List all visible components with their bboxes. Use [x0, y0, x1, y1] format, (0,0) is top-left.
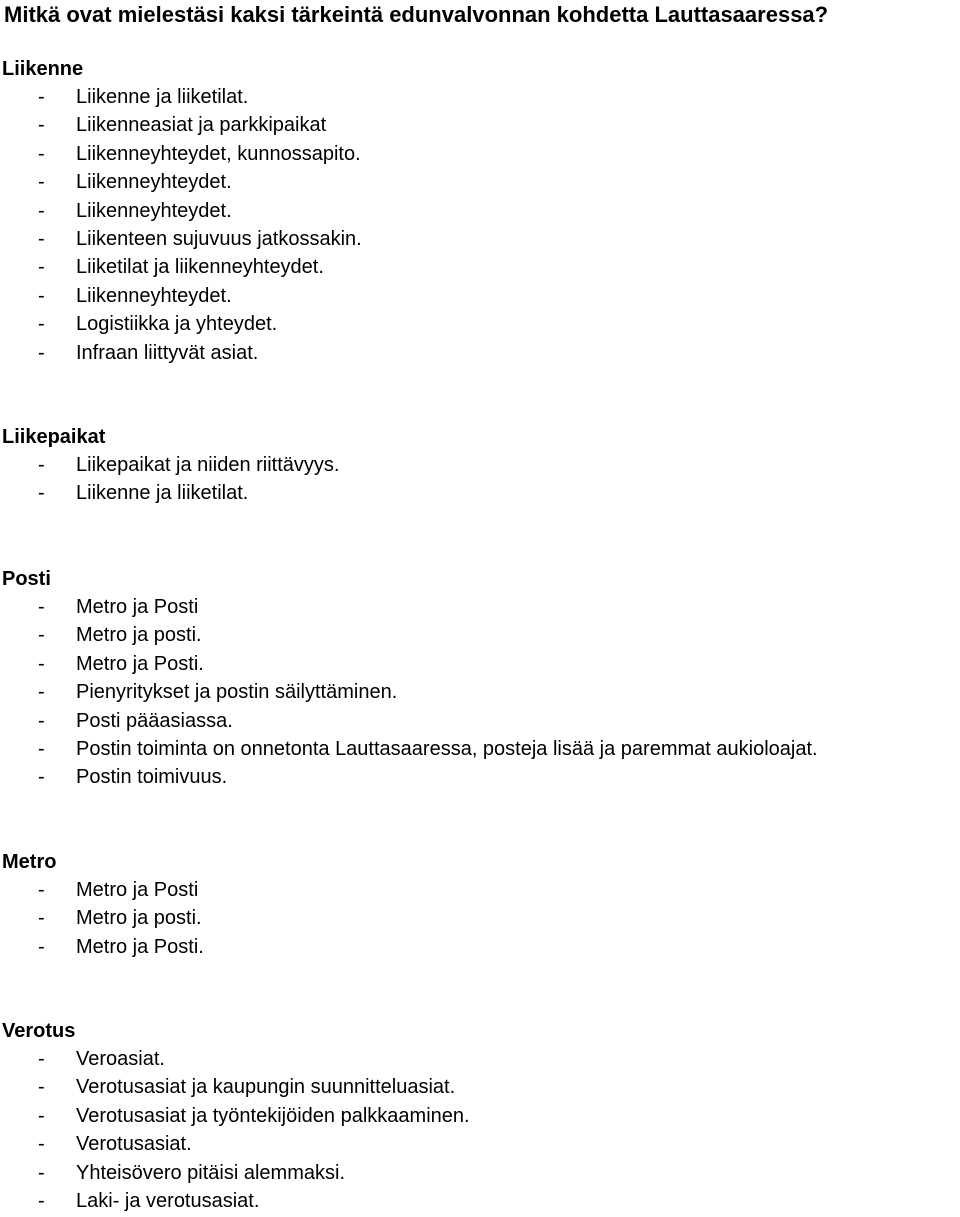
bullet-dash: -: [38, 624, 45, 647]
list-item-text: Liikenne ja liiketilat.: [76, 86, 249, 108]
list-item-text: Liikenneyhteydet.: [76, 199, 232, 222]
section-metro: [2, 848, 952, 961]
list-item-text: Pienyritykset ja postin säilyttäminen.: [76, 681, 398, 704]
list-item: [2, 933, 952, 961]
list-item: [2, 1130, 952, 1158]
list-item: [2, 1159, 952, 1187]
list-item-text: Veroasiat.: [76, 1048, 165, 1070]
bullet-dash: -: [38, 681, 45, 704]
list-item-text: Metro ja Posti: [76, 879, 199, 901]
section-liikenne: [2, 55, 952, 367]
bullet-dash: -: [38, 907, 45, 930]
list-item: [2, 282, 952, 310]
list-item: [2, 339, 952, 367]
list-item-text: Liikenteen sujuvuus jatkossakin.: [76, 227, 362, 250]
list-item: [2, 650, 952, 678]
bullet-dash: -: [38, 935, 45, 958]
item-list: [2, 593, 952, 792]
item-list: [2, 876, 952, 961]
list-item: [2, 310, 952, 338]
list-item-text: Metro ja posti.: [76, 907, 202, 930]
list-item: [2, 904, 952, 932]
bullet-dash: -: [38, 1076, 45, 1099]
bullet-dash: -: [38, 171, 45, 194]
bullet-dash: -: [38, 766, 45, 789]
list-item: [2, 593, 952, 621]
list-item-text: Liikenneyhteydet.: [76, 171, 232, 194]
bullet-dash: -: [38, 482, 45, 505]
list-item-text: Verotusasiat ja työntekijöiden palkkaaminen.: [76, 1104, 470, 1127]
bullet-dash: -: [38, 142, 45, 165]
bullet-dash: -: [38, 596, 45, 618]
list-item: [2, 253, 952, 281]
bullet-dash: -: [38, 737, 45, 760]
bullet-dash: -: [38, 313, 45, 336]
bullet-dash: -: [38, 1133, 45, 1156]
question-heading: Mitkä ovat mielestäsi kaksi tärkeintä edunvalvonnan kohdetta Lauttasaaressa?: [4, 2, 829, 27]
list-item-text: Laki- ja verotusasiat.: [76, 1189, 260, 1212]
list-item-text: Postin toiminta on onnetonta Lauttasaaressa, posteja lisää ja paremmat aukioloajat.: [76, 737, 818, 760]
list-item-text: Logistiikka ja yhteydet.: [76, 313, 278, 336]
item-list: [2, 1045, 952, 1215]
bullet-dash: -: [38, 114, 45, 137]
list-item: [2, 876, 952, 904]
bullet-dash: -: [38, 652, 45, 675]
section-liikepaikat: [2, 423, 952, 508]
list-item-text: Metro ja Posti.: [76, 652, 204, 675]
item-list: [2, 451, 952, 508]
list-item-text: Infraan liittyvät asiat.: [76, 341, 259, 364]
list-item: [2, 225, 952, 253]
list-item: [2, 621, 952, 649]
bullet-dash: -: [38, 86, 45, 108]
list-item: [2, 168, 952, 196]
list-item-text: Metro ja Posti.: [76, 935, 204, 958]
section-verotus: [2, 1017, 952, 1215]
section-title: Posti: [2, 568, 51, 590]
list-item: [2, 83, 952, 111]
list-item: [2, 140, 952, 168]
bullet-dash: -: [38, 199, 45, 222]
list-item: [2, 479, 952, 507]
list-item: [2, 111, 952, 139]
list-item-text: Liiketilat ja liikenneyhteydet.: [76, 256, 324, 279]
bullet-dash: -: [38, 709, 45, 732]
section-title: Liikepaikat: [2, 426, 106, 448]
bullet-dash: -: [38, 256, 45, 279]
list-item-text: Liikenneyhteydet.: [76, 284, 232, 307]
list-item-text: Liikenne ja liiketilat.: [76, 482, 249, 505]
list-item: [2, 451, 952, 479]
list-item-text: Metro ja Posti: [76, 596, 199, 618]
bullet-dash: -: [38, 1189, 45, 1212]
section-title: Liikenne: [2, 58, 84, 80]
section-title: Verotus: [2, 1020, 76, 1042]
list-item: [2, 763, 952, 791]
list-item: [2, 197, 952, 225]
list-item: [2, 678, 952, 706]
list-item: [2, 1073, 952, 1101]
list-item: [2, 735, 952, 763]
list-item-text: Yhteisövero pitäisi alemmaksi.: [76, 1161, 345, 1184]
item-list: [2, 83, 952, 367]
bullet-dash: -: [38, 227, 45, 250]
section-posti: [2, 565, 952, 792]
bullet-dash: -: [38, 1161, 45, 1184]
list-item-text: Verotusasiat.: [76, 1133, 192, 1156]
list-item-text: Postin toimivuus.: [76, 766, 228, 789]
bullet-dash: -: [38, 1048, 45, 1070]
bullet-dash: -: [38, 284, 45, 307]
list-item: [2, 707, 952, 735]
list-item-text: Posti pääasiassa.: [76, 709, 233, 732]
list-item-text: Liikepaikat ja niiden riittävyys.: [76, 454, 340, 476]
section-title: Metro: [2, 851, 57, 873]
list-item-text: Metro ja posti.: [76, 624, 202, 647]
bullet-dash: -: [38, 341, 45, 364]
bullet-dash: -: [38, 454, 45, 476]
list-item-text: Liikenneyhteydet, kunnossapito.: [76, 142, 361, 165]
list-item-text: Verotusasiat ja kaupungin suunnitteluasiat.: [76, 1076, 456, 1099]
list-item: [2, 1102, 952, 1130]
list-item: [2, 1187, 952, 1215]
bullet-dash: -: [38, 1104, 45, 1127]
list-item: [2, 1045, 952, 1073]
list-item-text: Liikenneasiat ja parkkipaikat: [76, 114, 327, 137]
bullet-dash: -: [38, 879, 45, 901]
